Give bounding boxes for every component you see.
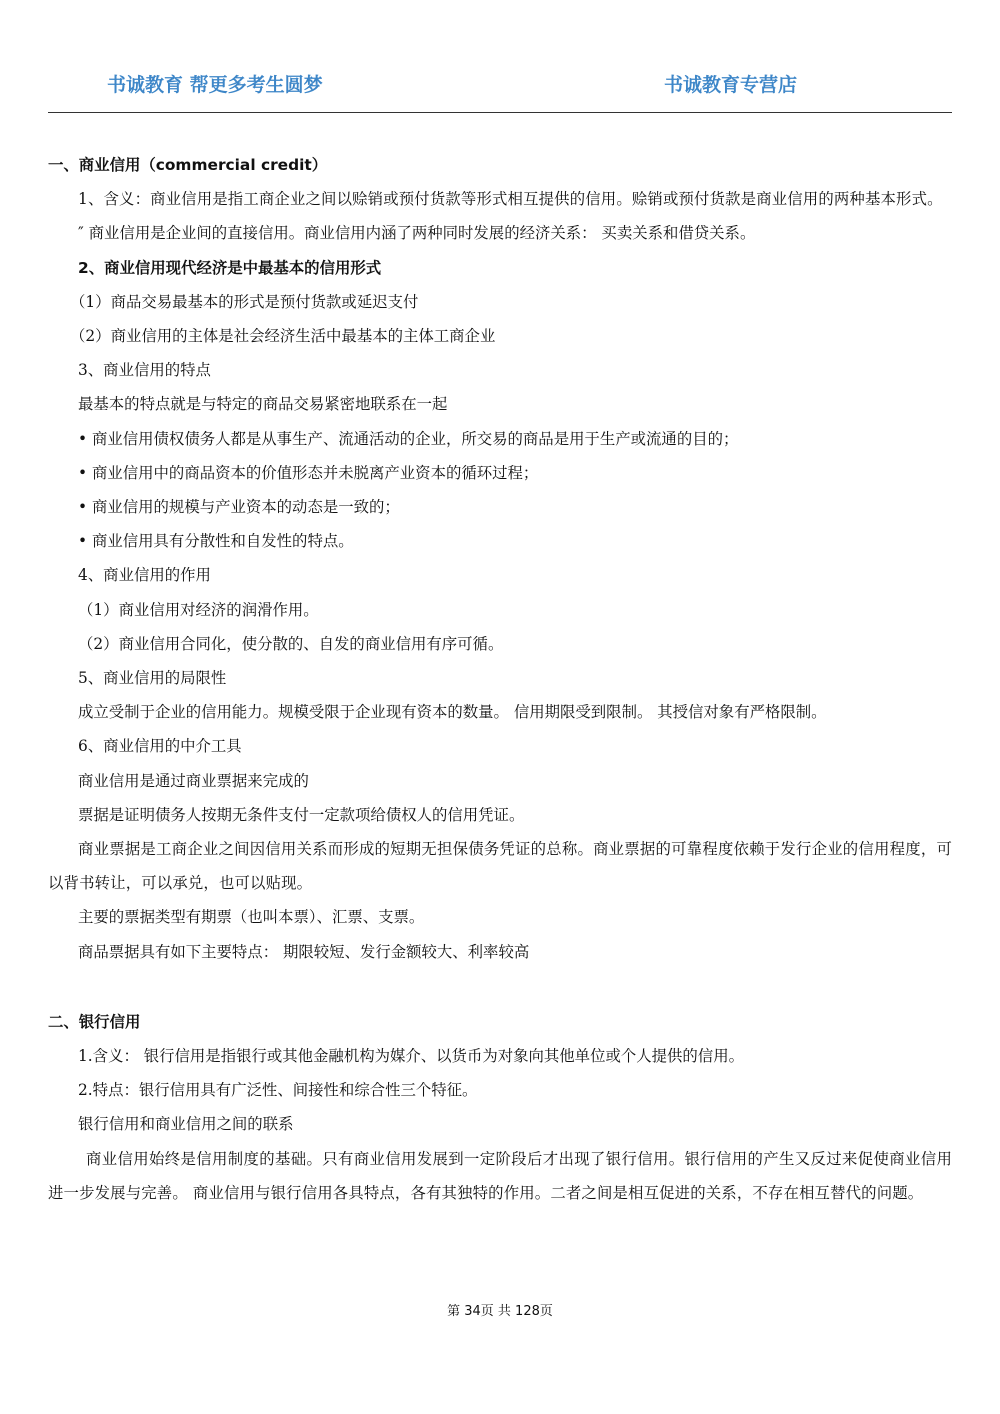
subsection-2-item-2: （2）商业信用的主体是社会经济生活中最基本的主体工商企业 (70, 327, 496, 346)
subsection-4-item-2: （2）商业信用合同化，使分散的、自发的商业信用有序可循。 (78, 634, 504, 653)
feature-bullet-1: • 商业信用债权债务人都是从事生产、流通活动的企业，所交易的商品是用于生产或流通的目的； (78, 429, 739, 448)
relationship-heading: 银行信用和商业信用之间的联系 (78, 1115, 294, 1134)
instrument-line-1: 商业信用是通过商业票据来完成的 (78, 771, 309, 790)
subsection-2-title: 2、商业信用现代经济是中最基本的信用形式 (78, 258, 382, 277)
header-right-store: 书诚教育专营店 (664, 74, 798, 96)
limitation-text: 成立受制于企业的信用能力。规模受限于企业现有资本的数量。 信用期限受到限制。 其授信对象有严格限制。 (78, 703, 827, 722)
header-divider (48, 112, 952, 113)
section-2-title: 二、银行信用 (48, 1012, 141, 1031)
subsection-4-title: 4、商业信用的作用 (78, 566, 211, 585)
commercial-paper-paragraph: 商业票据是工商企业之间因信用关系而形成的短期无担保债务凭证的总称。商业票据的可靠程度依赖于发行企业的信用程度，可以背书转让，可以承兑，也可以贴现。 (48, 840, 952, 893)
section-spacer (48, 969, 952, 1005)
page-number: 第 34页 共 128页 (447, 1304, 553, 1319)
bank-credit-definition: 1.含义： 银行信用是指银行或其他金融机构为媒介、以货币为对象向其他单位或个人提供的信用。 (78, 1047, 744, 1066)
document-body (48, 148, 952, 1210)
instrument-features: 商品票据具有如下主要特点： 期限较短、发行金额较大、利率较高 (78, 942, 530, 961)
section-1-title: 一、商业信用（commercial credit） (48, 156, 328, 174)
relationship-paragraph: 商业信用始终是信用制度的基础。只有商业信用发展到一定阶段后才出现了银行信用。银行信用的产生又反过来促使商业信用进一步发展与完善。 商业信用与银行信用各具特点，各有其独特的作用。二者之间是相互促进的关系，不存在相互替代的问题。 (48, 1149, 952, 1202)
direct-credit-note: ″ 商业信用是企业间的直接信用。商业信用内涵了两种同时发展的经济关系： 买卖关系和借贷关系。 (78, 224, 756, 243)
instrument-types: 主要的票据类型有期票（也叫本票）、汇票、支票。 (78, 908, 425, 927)
subsection-3-title: 3、商业信用的特点 (78, 361, 211, 380)
feature-bullet-2: • 商业信用中的商品资本的价值形态并未脱离产业资本的循环过程； (78, 463, 539, 482)
feature-bullet-4: • 商业信用具有分散性和自发性的特点。 (78, 532, 354, 551)
header-left-slogan: 书诚教育 帮更多考生圆梦 (107, 74, 323, 96)
subsection-2-item-1: （1）商品交易最基本的形式是预付货款或延迟支付 (70, 292, 419, 311)
subsection-6-title: 6、商业信用的中介工具 (78, 737, 242, 756)
instrument-line-2: 票据是证明债务人按期无条件支付一定款项给债权人的信用凭证。 (78, 805, 525, 824)
subsection-5-title: 5、商业信用的局限性 (78, 669, 227, 688)
feature-bullet-3: • 商业信用的规模与产业资本的动态是一致的； (78, 498, 400, 517)
subsection-3-intro: 最基本的特点就是与特定的商品交易紧密地联系在一起 (78, 395, 448, 414)
subsection-4-item-1: （1）商业信用对经济的润滑作用。 (78, 600, 319, 619)
bank-credit-features: 2.特点：银行信用具有广泛性、间接性和综合性三个特征。 (78, 1081, 478, 1100)
definition-paragraph: 1、含义：商业信用是指工商企业之间以赊销或预付货款等形式相互提供的信用。赊销或预付货款是商业信用的两种基本形式。 (78, 190, 943, 209)
